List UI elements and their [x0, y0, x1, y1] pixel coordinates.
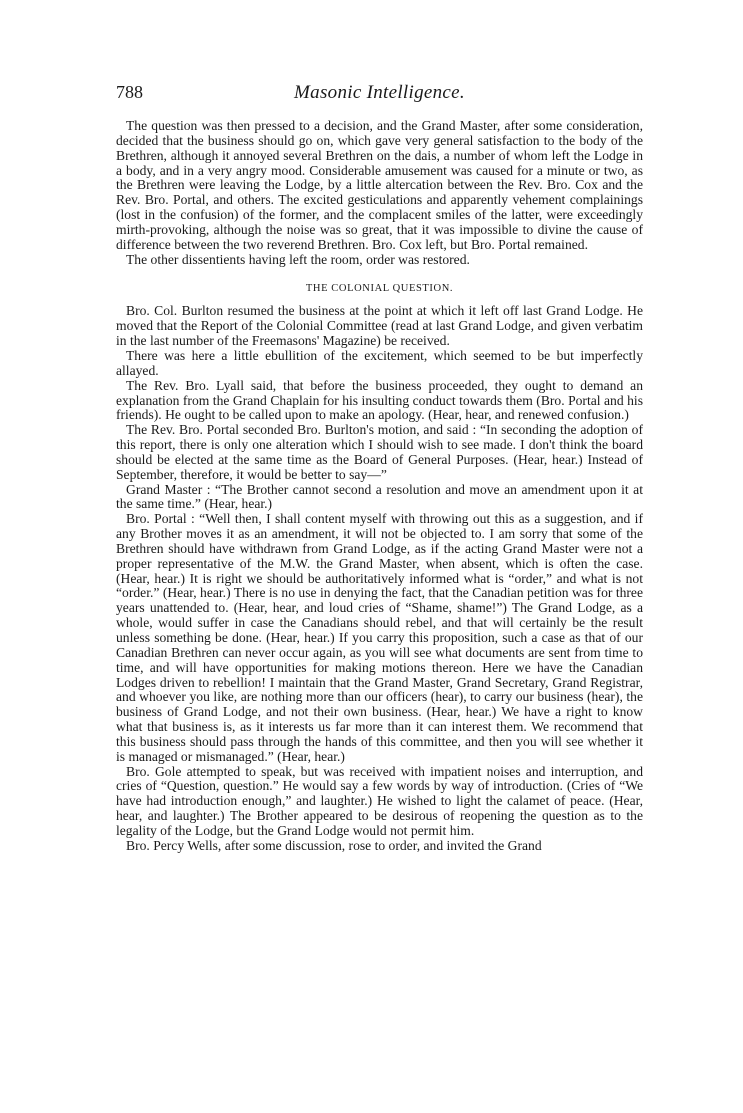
article-body	[116, 119, 643, 854]
paragraph: Bro. Portal : “Well then, I shall content myself with throwing out this as a suggestion, and if any Brother moves it as an amendment, it will not be objected to. I am sorry that some of the Brethren should have withdrawn from Grand Lodge, as if the acting Grand Master were not a proper representative of the M.W. the Grand Master, when absent, which is often the case. (Hear, hear.) It is right we should be authoritatively informed what is “order,” and what is not “order.” (Hear, hear.) There is no use in denying the fact, that the Canadian petition was for three years unattended to. (Hear, hear, and loud cries of “Shame, shame!”) The Grand Lodge, as a whole, would suffer in case the Canadians should rebel, and that will certainly be the result unless something be done. (Hear, hear.) If you carry this proposition, such a case as that of our Canadian Brethren can never occur again, as you will see what documents are sent from time to time, and will have opportunities for making motions thereon. Here we have the Canadian Lodges driven to rebellion! I maintain that the Grand Master, Grand Secretary, Grand Registrar, and whoever you like, are nothing more than our officers (hear), to carry our business (hear), the business of Grand Lodge, and not their own business. (Hear, hear.) We have a right to know what that business is, as it interests us far more than it can interest them. We recommend that this business should pass through the hands of this committee, and then you will see whether it is managed or mismanaged.” (Hear, hear.)	[116, 511, 643, 764]
paragraph: The other dissentients having left the room, order was restored.	[126, 251, 470, 267]
paragraph: Bro. Percy Wells, after some discussion, rose to order, and invited the Grand	[126, 837, 542, 853]
paragraph: Grand Master : “The Brother cannot second a resolution and move an amendment upon it at the same time.” (Hear, hear.)	[116, 481, 643, 512]
paragraph: Bro. Col. Burlton resumed the business at the point at which it left off last Grand Lodge. He moved that the Report of the Colonial Committee (read at last Grand Lodge, and given verbatim in the last number of the Freemasons' Magazine) be received.	[116, 303, 643, 349]
paragraph: The Rev. Bro. Lyall said, that before the business proceeded, they ought to demand an explanation from the Grand Chaplain for his insulting conduct towards them (Bro. Portal and his friends). He ought to be called upon to make an apology. (Hear, hear, and renewed confusion.)	[116, 377, 643, 423]
paragraph: The Rev. Bro. Portal seconded Bro. Burlton's motion, and said : “In seconding the adoption of this report, there is only one alteration which I should wish to see made. I don't think the board should be elected at the same time as the Board of General Purposes. (Hear, hear.) Instead of September, therefore, it would be better to say—”	[116, 422, 643, 482]
running-title: Masonic Intelligence.	[294, 82, 465, 103]
section-heading: THE COLONIAL QUESTION.	[305, 283, 454, 295]
page-header	[116, 82, 643, 108]
paragraph: Bro. Gole attempted to speak, but was received with impatient noises and interruption, and cries of “Question, question.” He would say a few words by way of introduction. (Cries of “We have had introduction enough,” and laughter.) He wished to light the calamet of peace. (Hear, hear, and laughter.) The Brother appeared to be desirous of reopening the question as to the legality of the Lodge, but the Grand Lodge would not permit him.	[116, 763, 643, 838]
page-number: 788	[116, 82, 143, 102]
paragraph: There was here a little ebullition of the excitement, which seemed to be but imperfectly allayed.	[116, 347, 643, 378]
paragraph: The question was then pressed to a decision, and the Grand Master, after some consideration, decided that the business should go on, which gave very general satisfaction to the body of the Brethren, although it annoyed several Brethren on the dais, a number of whom left the Lodge in a body, and in a very angry mood. Considerable amusement was caused for a minute or two, as the Brethren were leaving the Lodge, by a little altercation between the Rev. Bro. Cox and the Rev. Bro. Portal, and others. The excited gesticulations and apparently vehement complainings (lost in the confusion) of the former, and the complacent smiles of the latter, were exceedingly mirth-provoking, although the noise was so great, that it was impossible to divine the cause of difference between the two reverend Brethren. Bro. Cox left, but Bro. Portal remained.	[116, 118, 643, 252]
